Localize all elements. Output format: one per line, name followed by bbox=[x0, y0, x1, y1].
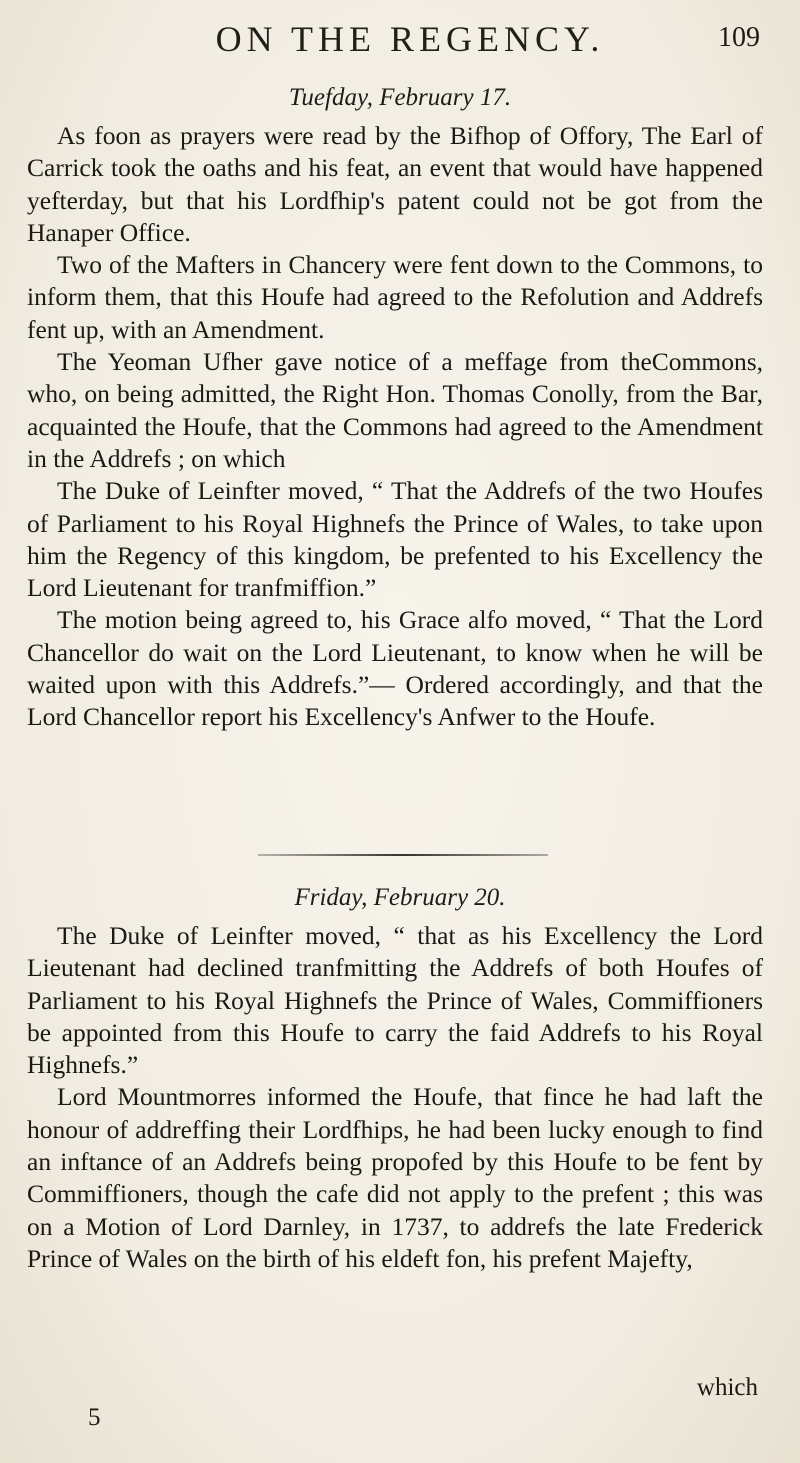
date-heading-friday bbox=[0, 884, 800, 912]
paragraph: Lord Mountmorres informed the Houfe, that fince he had laft the honour of addreffing their Lordfhips, he had been lucky enough to find an inftance of an Addrefs being propofed by this Houfe to be fent by Commiffioners, though the cafe did not apply to the prefent ; this was on a Motion of Lord Darnley, in 1737, to addrefs the late Frederick Prince of Wales on the birth of his eldeft fon, his prefent Majefty, bbox=[27, 1082, 763, 1273]
date-month-day: February 20. bbox=[373, 884, 506, 911]
date-weekday: Friday , bbox=[294, 884, 367, 911]
paragraph: The motion being agreed to, his Grace alfo moved, “ That the Lord Chancellor do wait on the Lord Lieutenant, to know when he will be waited upon with this Addrefs.”— Ordered accordingly, and that the Lord Chancellor report his Excellency's Anfwer to the Houfe. bbox=[27, 605, 763, 732]
paragraph: The Duke of Leinfter moved, “ That the Addrefs of the two Houfes of Parliament to his Royal Highnefs the Prince of Wales, to take upon him the Regency of this kingdom, be prefented to his Excellency the Lord Lieutenant for tranfmiffion.” bbox=[27, 476, 763, 603]
paragraph: As foon as prayers were read by the Bifhop of Offory, The Earl of Carrick took the oaths and his feat, an event that would have happened yefterday, but that his Lordfhip's patent could not be got from the Hanaper Office. bbox=[27, 121, 763, 247]
running-head bbox=[60, 18, 760, 68]
page-number: 109 bbox=[718, 22, 760, 53]
date-heading-tuesday bbox=[0, 84, 800, 112]
date-weekday: Tuefday , bbox=[289, 84, 373, 111]
catchword: which bbox=[696, 1374, 758, 1401]
running-title: ON THE REGENCY. bbox=[215, 19, 605, 59]
section-tuesday-text bbox=[27, 120, 763, 734]
date-month-day: February 17. bbox=[379, 84, 512, 111]
paragraph: The Duke of Leinfter moved, “ that as his Excellency the Lord Lieutenant had declined tranfmitting the Addrefs of both Houfes of Parliament to his Royal Highnefs the Prince of Wales, Commiffioners be appointed from this Houfe to carry the faid Addrefs to his Royal Highnefs.” bbox=[27, 921, 763, 1080]
paragraph: The Yeoman Ufher gave notice of a meffage from theCommons, who, on being admitted, the Right Hon. Thomas Conolly, from the Bar, acquainted the Houfe, that the Commons had agreed to the Amendment in the Addrefs ; on which bbox=[27, 347, 763, 473]
paragraph: Two of the Mafters in Chancery were fent down to the Commons, to inform them, that this Houfe had agreed to the Refolution and Addrefs fent up, with an Amendment. bbox=[27, 250, 763, 344]
section-divider bbox=[258, 854, 548, 856]
signature-mark: 5 bbox=[88, 1404, 101, 1431]
section-friday-text bbox=[27, 920, 763, 1275]
